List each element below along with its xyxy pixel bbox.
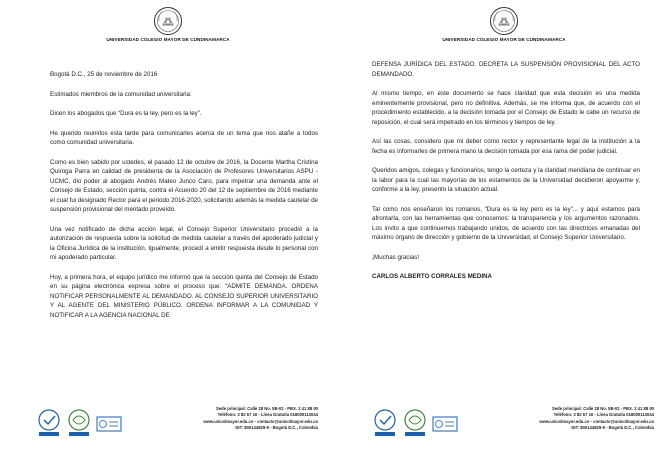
letter-greeting: Estimados miembros de la comunidad universitaria:: [50, 90, 192, 98]
certification-logo-icon: [36, 408, 62, 438]
paragraph: Así las cosas, considero que mi deber como rector y representante legal de la institución a la fecha es informarles de primera mano la decisión tomada por esa rama del poder judicial.: [372, 138, 640, 155]
paragraph: Una vez notificado de dicha acción legal, el Consejo Superior Universitario procedió a la autorización de respuesta sobre la solicitud de medida cautelar a través del apoderado judicial y la Oficina Jurídica de la institución. Igualmente, procedí a emitir respuesta desde lo personal con mi apoderado particular.: [50, 225, 318, 261]
page-header: [336, 6, 672, 42]
document-page-right: [336, 0, 672, 453]
web-line: www.unicolmayor.edu.co - contacto@unicolmayor.edu.co: [539, 418, 654, 424]
letter-body: [50, 70, 318, 330]
address-line: Sede principal: Calle 28 No. 5B-02 - PBX. 2 41 88 00: [552, 406, 654, 411]
paragraph: Hoy, a primera hora, el equipo jurídico me informó que la sección quinta del Consejo de Estado en su página electrónica expresa sobre el proceso que: “ADMITE DEMANDA. ORDENA NOTIFICAR PERSONALMENTE AL DEMANDADO. AL CONSEJO SUPERIOR UNIVERSITARIO Y AL AGENTE DEL MINISTERIO PÚBLICO. ORDENA INFORMAR A LA COMUNIDAD Y NOTIFICAR A LA AGENCIA NACIONAL DE: [50, 273, 318, 319]
university-name: UNIVERSIDAD COLEGIO MAYOR DE CUNDINAMARCA: [106, 37, 230, 42]
certification-logo-icon: [66, 408, 92, 438]
letter-body: [372, 60, 640, 292]
paragraph: Queridos amigos, colegas y funcionarios, tengo la certeza y la claridad meridiana de continuar en la labor para la cual las mayorías de los estamentos de la Universidad decidieron apoyarme y, conforme a la ley, presento la situación actual.: [372, 167, 640, 193]
certification-logos: [372, 408, 462, 440]
contact-info: [539, 406, 654, 432]
nit-line: NIT: 800144829-9 - Bogotá D.C., Colombia: [571, 425, 654, 431]
nit-line: NIT: 800144829-9 - Bogotá D.C., Colombia: [235, 425, 318, 431]
certification-logo-icon: [402, 408, 428, 438]
university-seal-icon: [489, 6, 519, 36]
paragraph: Tal como nos enseñaron los romanos, “Dura es la ley pero es la ley”... y aquí estamos para afrontarla, con las herramientas que conocemos: la transparencia y los argumentos razonados. Los invito a que continuemos trabajando unidos, de acuerdo con las directrices emanadas del máximo órgano de dirección y gobierno de la Universidad, el Consejo Superior Universitario.: [372, 205, 640, 241]
phone-line: Teléfono: 2 82 57 16 - Línea Gratuita 018000113044: [217, 412, 318, 418]
phone-line: Teléfono: 2 82 57 16 - Línea Gratuita 018000113044: [553, 412, 654, 418]
paragraph: Como es bien sabido por ustedes, el pasado 12 de octubre de 2016, la Docente Martha Cristina Quiroga Parra en calidad de presidenta de la Asociación de Profesores Universitarios ASPU - UCMC, dio poder al abogado Andrés Mateo Junco Caro, para impetrar una demanda ante el Consejo de Estado, sección quinta, contra el Acuerdo 20 del 12 de septiembre de 2016 mediante el cual fui designado Rector para el periodo 2016-2020, solicitando además la medida cautelar de suspensión provisional del mentado proveído.: [50, 158, 318, 213]
closing-thanks: ¡Muchas gracias!: [372, 253, 420, 261]
certification-logo-icon: [372, 408, 398, 438]
paragraph: Al mismo tiempo, en este documento se hace claridad que esta decisión es una medida eminentemente provisional, pero no definitiva. Además, se me informa que, de acuerdo con el procedimiento establecido, a la decisión tomada por el Consejo de Estado le cabe un recurso de reposición, el cual será impetrado en los términos y tiempos de ley.: [372, 90, 640, 126]
paragraph: He querido reunirlos esta tarde para comunicarles acerca de un tema que nos atañe a todos como comunidad universitaria.: [50, 129, 318, 146]
page-header: [0, 6, 336, 42]
certification-logos: [36, 408, 126, 440]
paragraph: Dicen los abogados que “Dura es la ley, pero es la ley”.: [50, 110, 202, 117]
paragraph: DEFENSA JURÍDICA DEL ESTADO. DECRETA LA SUSPENSIÓN PROVISIONAL DEL ACTO DEMANDADO.: [372, 61, 640, 78]
letter-date: Bogotá D.C., 25 de noviembre de 2016: [50, 71, 158, 78]
signature-name: CARLOS ALBERTO CORRALES MEDINA: [372, 273, 492, 280]
iqnet-logo-icon: [432, 416, 458, 432]
contact-info: [203, 406, 318, 432]
address-line: Sede principal: Calle 28 No. 5B-02 - PBX. 2 41 88 00: [216, 406, 318, 411]
iqnet-logo-icon: [96, 416, 122, 432]
university-seal-icon: [153, 6, 183, 36]
university-name: UNIVERSIDAD COLEGIO MAYOR DE CUNDINAMARCA: [442, 37, 566, 42]
page-footer: [0, 400, 336, 450]
page-footer: [336, 400, 672, 450]
web-line: www.unicolmayor.edu.co - contacto@unicolmayor.edu.co: [203, 418, 318, 424]
